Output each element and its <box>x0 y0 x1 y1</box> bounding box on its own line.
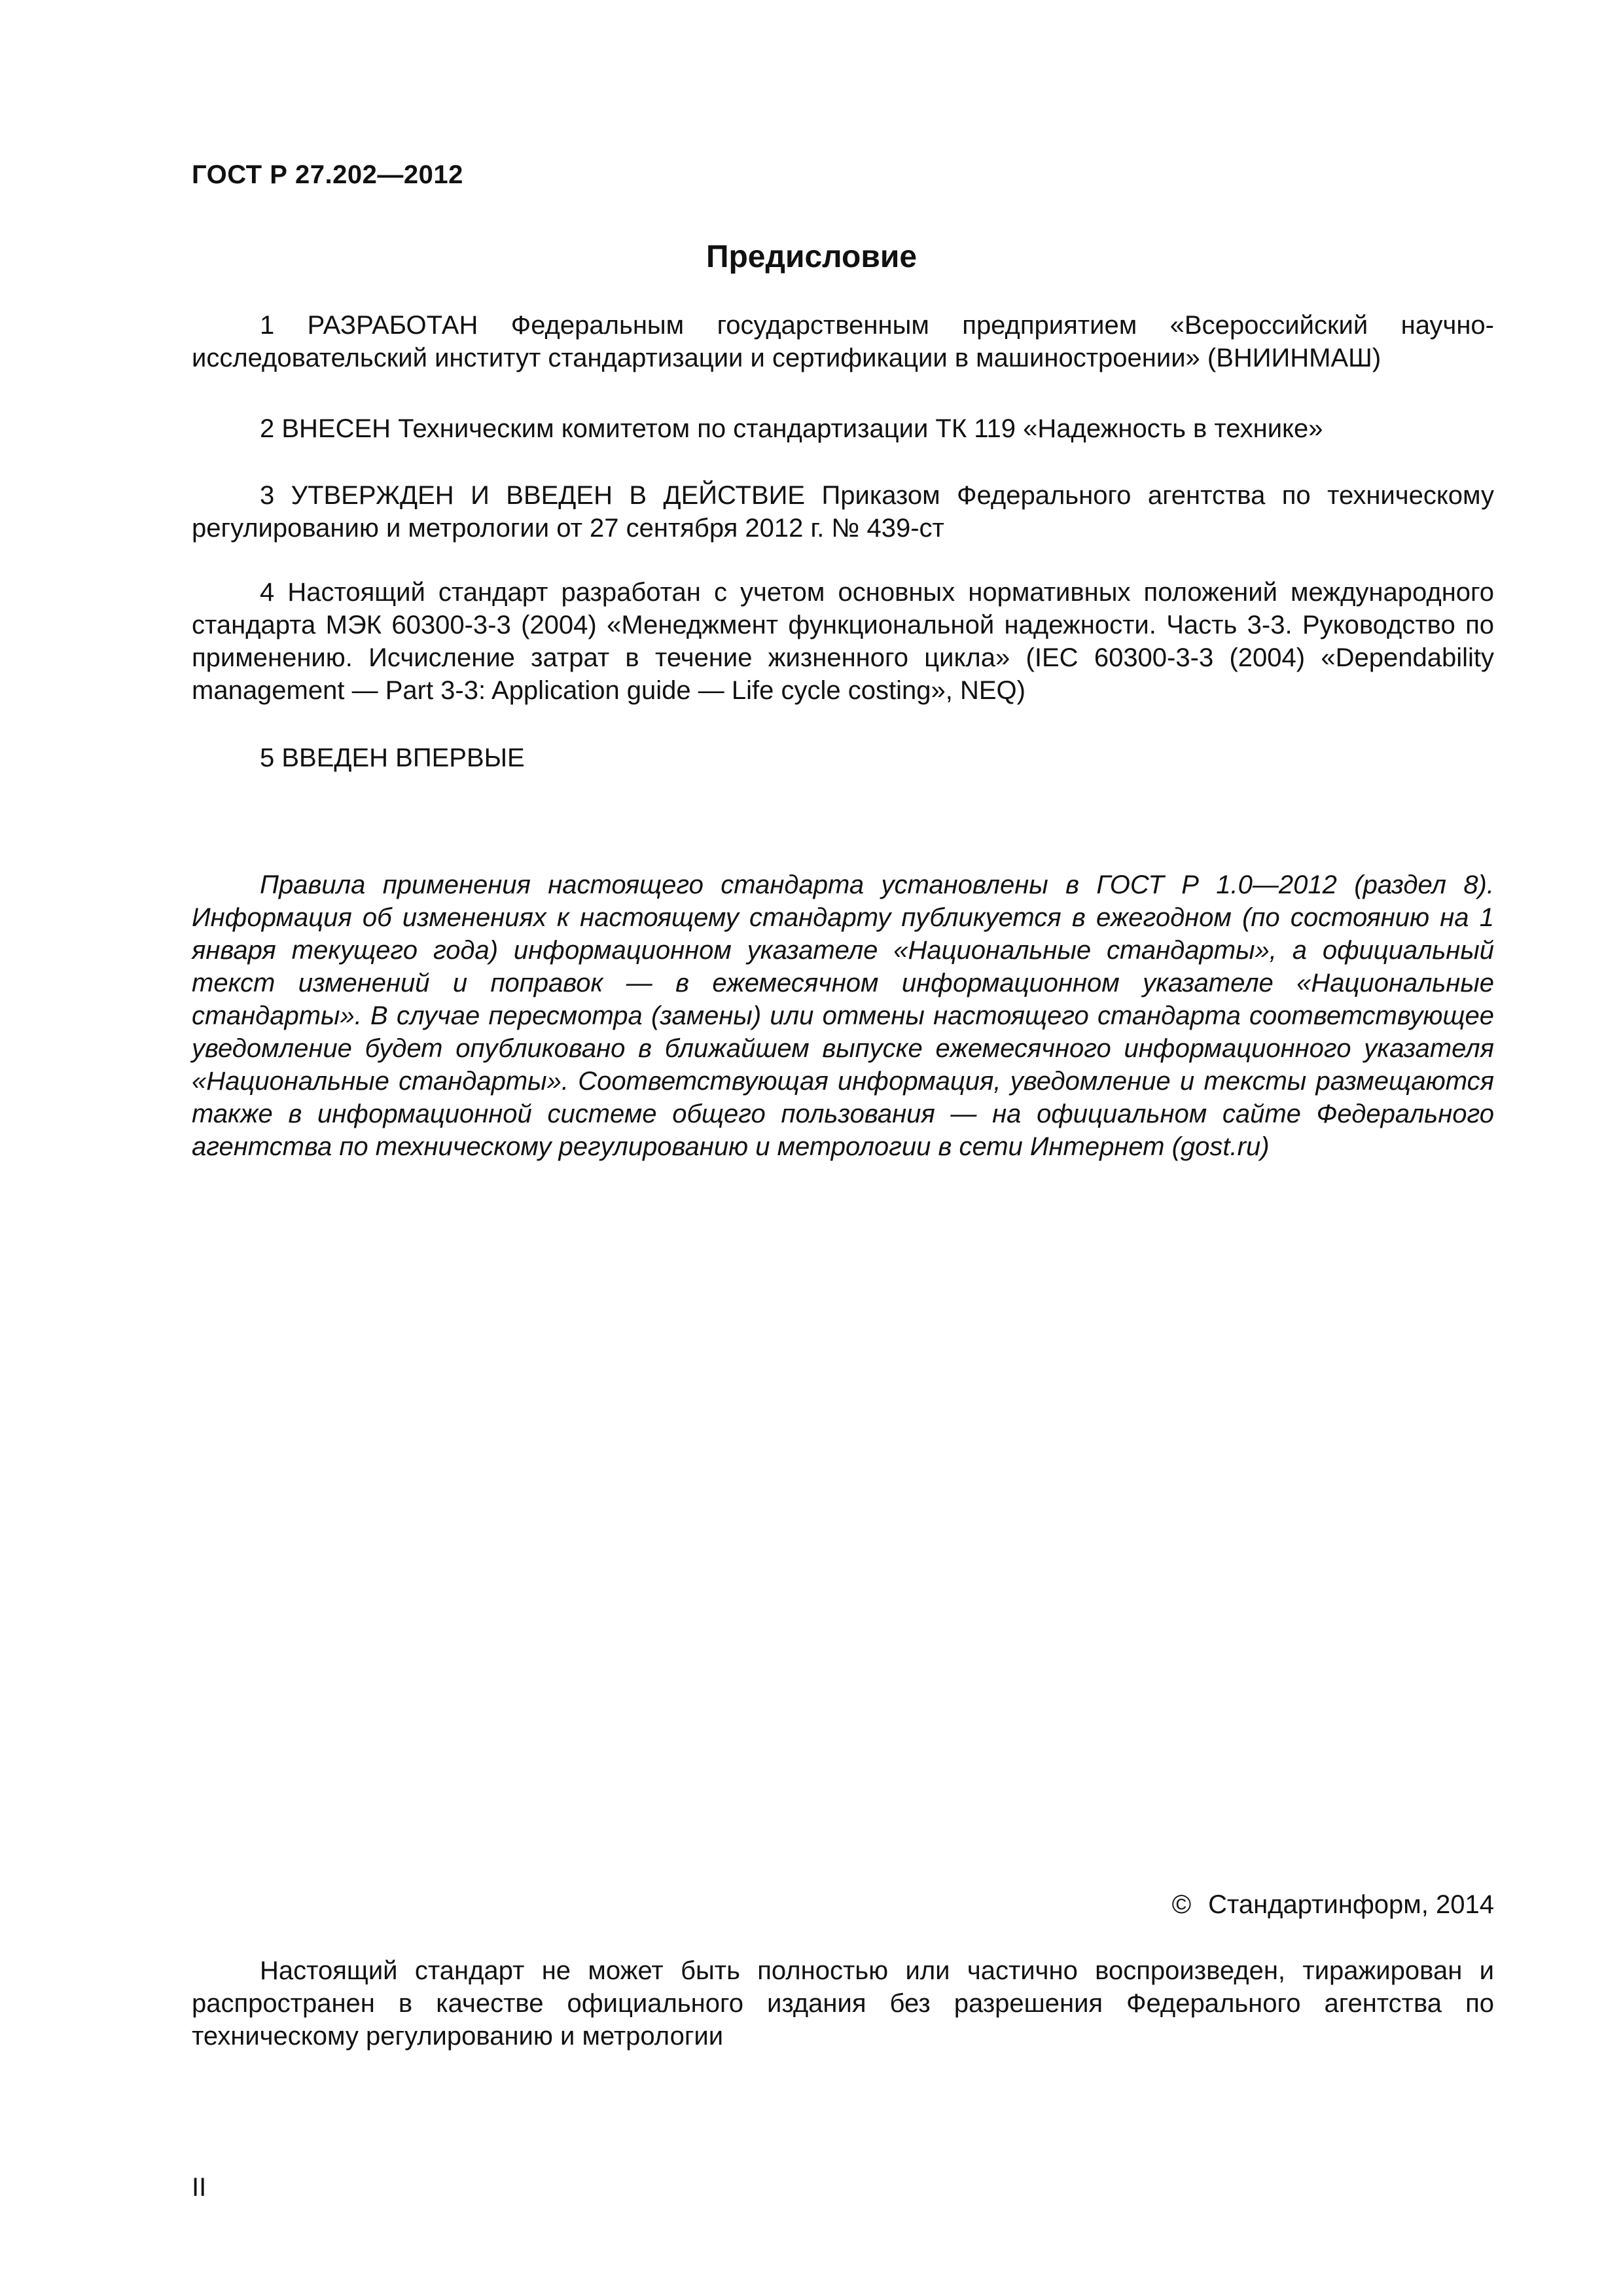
foreword-item-text: 5 ВВЕДЕН ВПЕРВЫЕ <box>260 744 525 772</box>
rules-note-text: Правила применения настоящего стандарта установлены в ГОСТ Р 1.0—2012 (раздел 8). Информация об изменениях к настоящему стандарту публикуется в ежегодном (по состоянию на 1 января текущего года) информационном указателе «Национальные стандарты», а официальный текст изменений и поправок — в ежемесячном информационном указателе «Национальные стандарты». В случае пересмотра (замены) или отмены настоящего стандарта соответствующее уведомление будет опубликовано в ближайшем выпуске ежемесячного информационного указателя «Национальные стандарты». Соответствующая информация, уведомление и тексты размещаются также в информационной системе общего пользования — на официальном сайте Федерального агентства по техническому регулированию и метрологии в сети Интернет (gost.ru) <box>192 870 1494 1161</box>
page-number: II <box>192 2173 207 2202</box>
foreword-item-3 <box>192 479 1494 545</box>
foreword-item-4 <box>192 576 1494 707</box>
rules-note <box>192 869 1494 1163</box>
copyright-icon: © <box>1171 1890 1192 1919</box>
copyright-line <box>1172 1890 1494 1920</box>
foreword-item-text: 3 УТВЕРЖДЕН И ВВЕДЕН В ДЕЙСТВИЕ Приказом Федерального агентства по техническому регулированию и метрологии от 27 сентября 2012 г. № 439-ст <box>192 481 1494 543</box>
foreword-item-5 <box>192 742 1494 774</box>
foreword-item-text: 1 РАЗРАБОТАН Федеральным государственным предприятием «Всероссийский научно-исследовательский институт стандартизации и сертификации в машиностроении» (ВНИИНМАШ) <box>192 311 1494 372</box>
foreword-item-1 <box>192 309 1494 374</box>
reproduction-notice-text: Настоящий стандарт не может быть полностью или частично воспроизведен, тиражирован и распространен в качестве официального издания без разрешения Федерального агентства по техническому регулированию и метрологии <box>192 1956 1494 2051</box>
page-title: Предисловие <box>705 240 918 274</box>
document-code: ГОСТ Р 27.202—2012 <box>192 160 463 189</box>
reproduction-notice <box>192 1954 1494 2053</box>
copyright-text: Стандартинформ, 2014 <box>1208 1890 1494 1919</box>
foreword-item-text: 2 ВНЕСЕН Техническим комитетом по стандартизации ТК 119 «Надежность в технике» <box>260 414 1323 443</box>
foreword-item-2 <box>192 412 1494 445</box>
foreword-item-text: 4 Настоящий стандарт разработан с учетом основных нормативных положений международного стандарта МЭК 60300-3-3 (2004) «Менеджмент функциональной надежности. Часть 3-3. Руководство по применению. Исчисление затрат в течение жизненного цикла» (IEC 60300-3-3 (2004) «Dependability management — Part 3-3: Application guide — Life cycle costing», NEQ) <box>192 578 1494 705</box>
